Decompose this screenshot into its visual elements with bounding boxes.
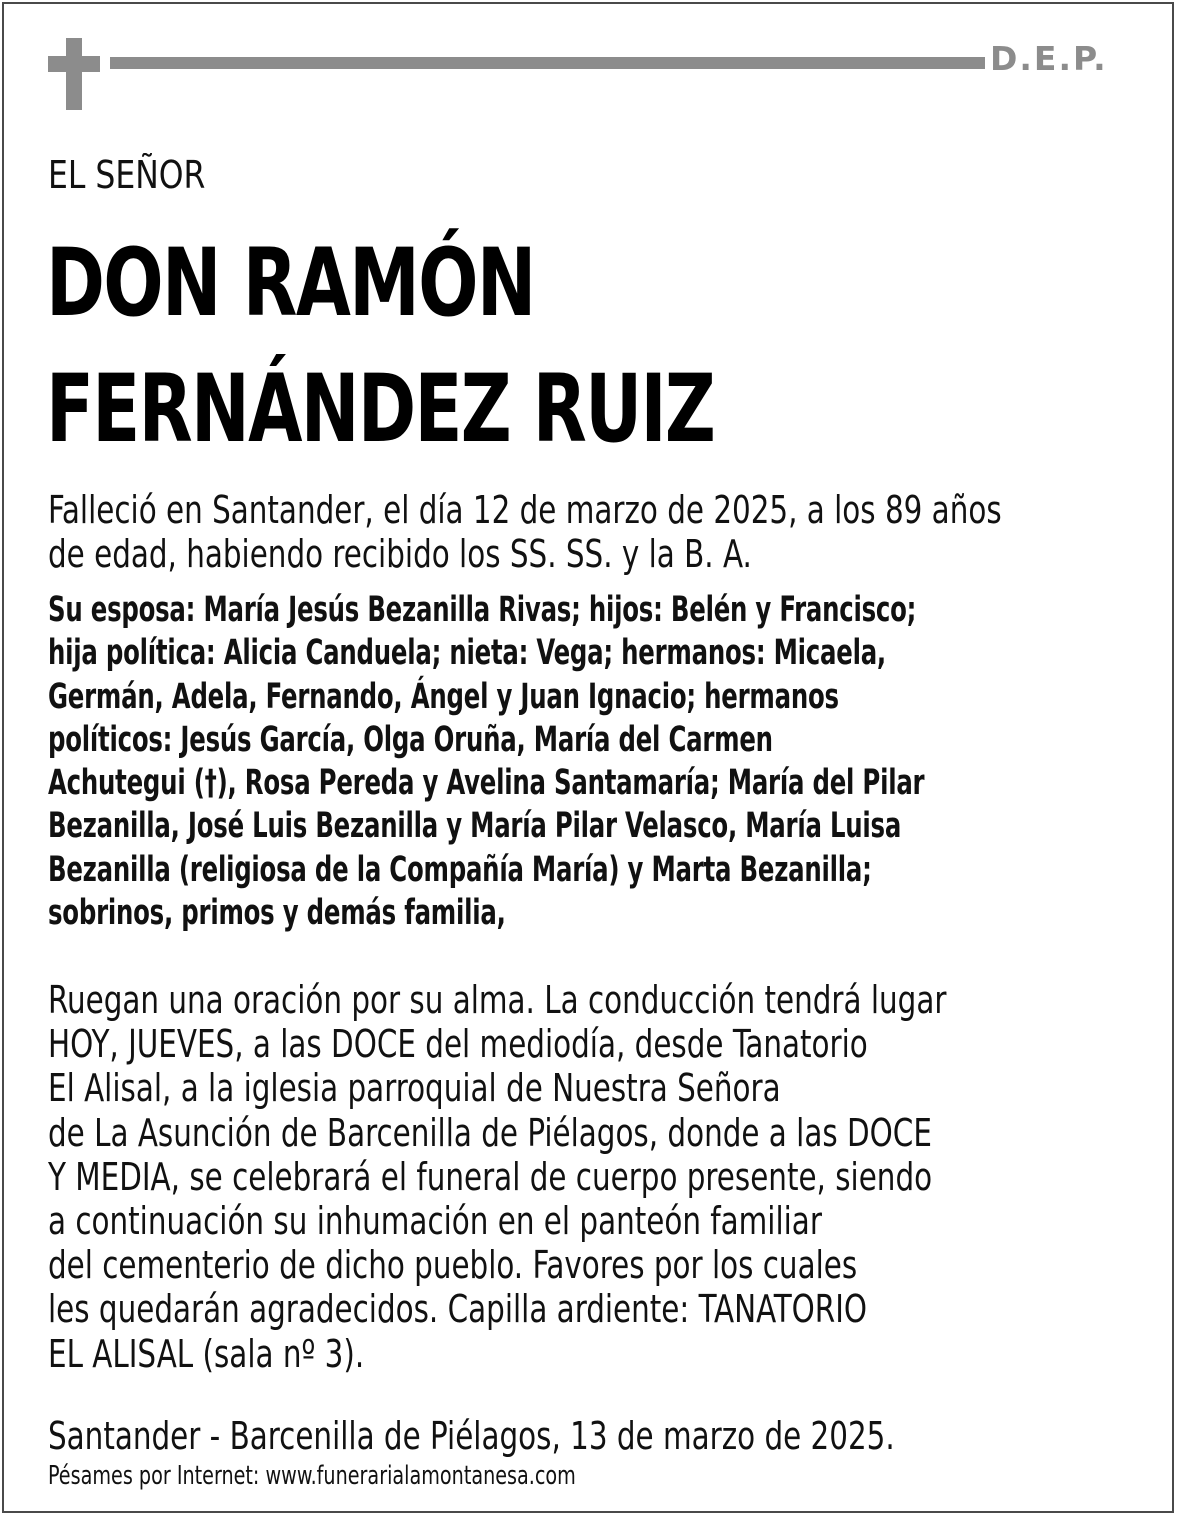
family-line: Bezanilla (religiosa de la Compañía María) y Marta Bezanilla;: [48, 849, 872, 890]
dep-label: D.E.P.: [990, 39, 1108, 78]
service-line: Y MEDIA, se celebrará el funeral de cuerpo presente, siendo: [48, 1154, 933, 1199]
family-line: hija política: Alicia Canduela; nieta: Vega; hermanos: Micaela,: [48, 633, 886, 674]
deceased-name-line-1: DON RAMÓN: [46, 229, 535, 338]
family-line: Bezanilla, José Luis Bezanilla y María Pilar Velasco, María Luisa: [48, 806, 902, 847]
service-line: a continuación su inhumación en el panteón familiar: [48, 1199, 822, 1244]
cross-horizontal-bar: [48, 56, 100, 72]
family-line: políticos: Jesús García, Olga Oruña, María del Carmen: [48, 719, 773, 760]
header-rule: [110, 57, 985, 69]
announcement-line: de edad, habiendo recibido los SS. SS. y la B. A.: [48, 532, 752, 576]
cross-vertical-bar: [66, 38, 82, 110]
service-line: de La Asunción de Barcenilla de Piélagos, donde a las DOCE: [48, 1110, 932, 1155]
service-details: [48, 978, 1178, 1376]
family-list: [48, 589, 1178, 935]
family-line: Germán, Adela, Fernando, Ángel y Juan Ignacio; hermanos: [48, 676, 839, 717]
service-line: del cementerio de dicho pueblo. Favores por los cuales: [48, 1243, 858, 1288]
service-line: HOY, JUEVES, a las DOCE del mediodía, desde Tanatorio: [48, 1022, 868, 1067]
family-line: Su esposa: María Jesús Bezanilla Rivas; hijos: Belén y Francisco;: [48, 590, 917, 630]
honorific-title: EL SEÑOR: [48, 153, 206, 197]
family-line: Achutegui (†), Rosa Pereda y Avelina Santamaría; María del Pilar: [48, 763, 925, 804]
place-date-line: Santander - Barcenilla de Piélagos, 13 de marzo de 2025.: [48, 1414, 895, 1458]
service-line: Ruegan una oración por su alma. La conducción tendrá lugar: [48, 978, 947, 1022]
death-announcement: [48, 488, 1178, 576]
place-and-date: [48, 1412, 1178, 1460]
service-line: El Alisal, a la iglesia parroquial de Nuestra Señora: [48, 1066, 781, 1111]
service-line: EL ALISAL (sala nº 3).: [48, 1331, 365, 1376]
announcement-line: Falleció en Santander, el día 12 de marzo de 2025, a los 89 años: [48, 488, 1002, 532]
deceased-name-line-2: FERNÁNDEZ RUIZ: [46, 355, 715, 464]
condolences-website: Pésames por Internet: www.funerarialamontanesa.com: [48, 1461, 576, 1491]
service-line: les quedarán agradecidos. Capilla ardiente: TANATORIO: [48, 1287, 868, 1332]
family-line: sobrinos, primos y demás familia,: [48, 893, 506, 934]
